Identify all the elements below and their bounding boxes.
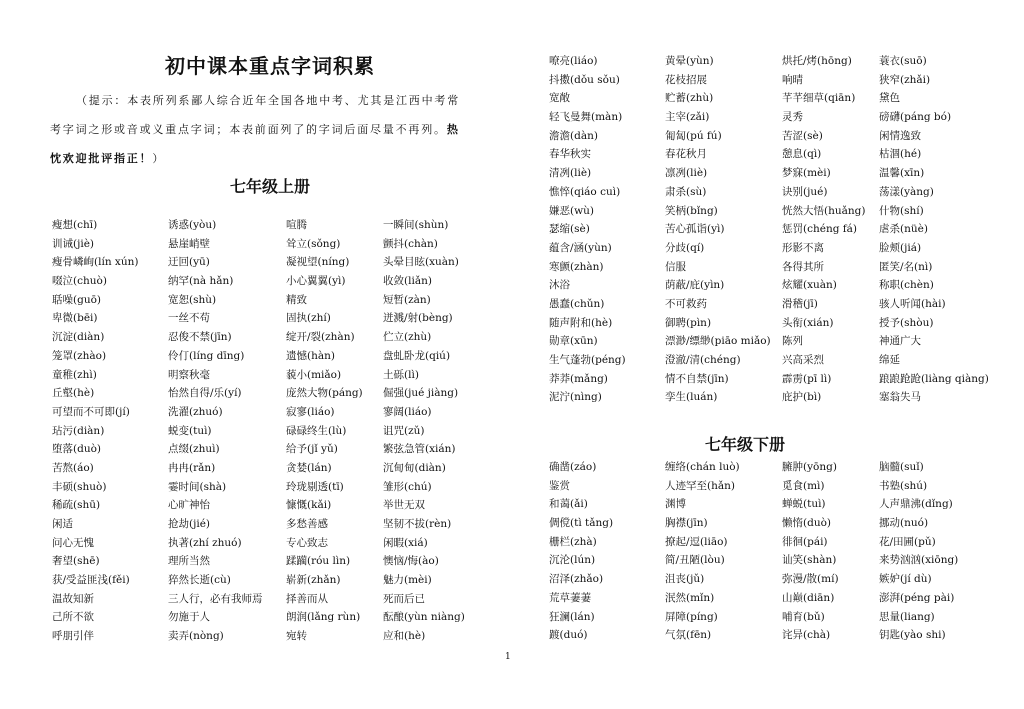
- word-entry: 枯涸(hé): [879, 148, 922, 161]
- word-entry: 嘹亮(liáo): [549, 55, 598, 67]
- word-entry: 温馨(xīn): [879, 167, 925, 180]
- word-entry: 伫立(zhù): [383, 331, 432, 344]
- word-entry: 丰硕(shuò): [52, 480, 107, 493]
- word-entry: 遗憾(hàn): [286, 349, 335, 362]
- word-entry: 诀别(jué): [782, 185, 828, 198]
- word-entry: 纳罕(nà hǎn): [168, 275, 234, 288]
- word-entry: 慷慨(kǎi): [286, 499, 332, 512]
- word-entry: 蜕变(tuì): [168, 424, 212, 437]
- word-entry: 喧腾: [286, 219, 307, 231]
- word-entry: 寒颤(zhàn): [549, 260, 604, 273]
- word-entry: 倔强(jué jiàng): [383, 387, 459, 400]
- word-entry: 荫蔽/庇(yìn): [665, 279, 725, 292]
- word-entry: 狭窄(zhǎi): [879, 73, 931, 86]
- word-entry: 三人行，必有我师焉: [168, 592, 263, 605]
- word-entry: 心旷神怡: [168, 499, 210, 512]
- word-entry: 卖弄(nòng): [168, 630, 224, 643]
- word-entry: 庞然大物(páng): [286, 387, 363, 400]
- word-entry: 应和(hè): [383, 630, 426, 643]
- word-entry: 苦心孤诣(yì): [665, 223, 725, 236]
- word-entry: 山巅(diān): [782, 591, 835, 604]
- word-entry: 丘壑(hè): [52, 387, 95, 400]
- word-entry: 洗濯(zhuó): [168, 405, 223, 418]
- word-entry: 明察秋毫: [168, 368, 210, 381]
- word-entry: 霹雳(pī lì): [782, 372, 832, 385]
- page-title: 初中课本重点字词积累: [165, 54, 375, 78]
- word-entry: 澹澹(dàn): [549, 129, 598, 142]
- word-entry: 训诫(jiè): [52, 237, 95, 250]
- word-entry: 玲珑剔透(tī): [286, 480, 344, 493]
- word-entry: 迂回(yū): [168, 256, 210, 269]
- word-entry: 盘虬卧龙(qiú): [383, 349, 451, 362]
- word-entry: 讪笑(shàn): [782, 554, 837, 567]
- word-entry: 嫌恶(wù): [549, 204, 594, 217]
- word-entry: 愚蠢(chǔn): [549, 297, 605, 310]
- word-entry: 苦涩(sè): [782, 129, 823, 142]
- word-entry: 短暂(zàn): [383, 293, 431, 306]
- word-entry: 随声附和(hè): [549, 316, 613, 329]
- word-entry: 泯然(mǐn): [665, 591, 715, 604]
- word-entry: 小心翼翼(yì): [286, 275, 346, 288]
- intro-line-3-bold: 忱欢迎批评指正！: [50, 152, 153, 165]
- word-entry: 芊芊细草(qiān): [782, 92, 856, 105]
- word-entry: 孪生(luán): [665, 391, 718, 404]
- word-entry: 轻飞曼舞(màn): [549, 111, 623, 124]
- word-entry: 形影不离: [782, 241, 824, 254]
- word-entry: 藐小(miǎo): [286, 368, 342, 381]
- word-entry: 凛冽(liè): [665, 167, 708, 180]
- word-entry: 瘦骨嶙峋(lín xún): [52, 256, 139, 269]
- word-entry: 蕴含/涵(yùn): [549, 241, 612, 254]
- word-entry: 寥阔(liáo): [383, 405, 432, 418]
- word-entry: 沮丧(jǔ): [665, 573, 705, 586]
- word-entry: 不可救药: [665, 297, 707, 310]
- word-entry: 人迹罕至(hǎn): [665, 479, 735, 492]
- word-entry: 塞翁失马: [879, 391, 921, 404]
- word-entry: 陈列: [782, 335, 803, 348]
- word-entry: 固执(zhí): [286, 312, 331, 325]
- word-entry: 泥泞(nìng): [549, 391, 602, 404]
- word-entry: 臃肿(yōng): [782, 461, 837, 473]
- word-entry: 脑髓(suǐ): [879, 461, 924, 473]
- word-entry: 童稚(zhì): [52, 368, 97, 381]
- word-entry: 骇人听闻(hài): [879, 297, 946, 310]
- word-entry: 死而后已: [383, 592, 425, 605]
- word-entry: 闲情逸致: [879, 129, 921, 142]
- intro-line-2-text: 考字词之形或音或义重点字词；本表前面列了的字词后面尽量不再列。: [50, 123, 447, 136]
- word-entry: 倜傥(tì tǎng): [549, 517, 614, 530]
- word-entry: 荒草萋萋: [549, 591, 591, 604]
- word-entry: 肃杀(sù): [665, 185, 707, 198]
- page-number: 1: [505, 652, 511, 662]
- word-entry: 寂寥(liáo): [286, 405, 335, 418]
- word-entry: 确凿(záo): [549, 461, 597, 473]
- word-entry: 猝然长逝(cù): [168, 574, 231, 587]
- intro-line-2: [50, 115, 480, 144]
- word-entry: 一丝不苟: [168, 312, 210, 325]
- word-entry: 可望而不可即(jí): [52, 405, 130, 418]
- word-entry: 庇护(bì): [782, 391, 822, 404]
- word-entry: 执著(zhí zhuó): [168, 536, 242, 549]
- word-entry: 诅咒(zǔ): [383, 424, 425, 437]
- word-entry: 徘徊(pái): [782, 535, 828, 548]
- intro-line-2-bold: 热: [446, 123, 460, 136]
- word-entry: 勿施于人: [168, 611, 210, 624]
- word-entry: 各得其所: [782, 260, 824, 273]
- word-entry: 坚韧不拔(rèn): [383, 518, 452, 530]
- word-entry: 抢劫(jié): [168, 518, 211, 530]
- word-entry: 春华秋实: [549, 148, 591, 161]
- word-entry: 忍俊不禁(jīn): [168, 331, 232, 344]
- word-entry: 己所不欲: [52, 611, 94, 624]
- word-entry: 多愁善感: [286, 518, 328, 530]
- intro-note: [50, 86, 480, 173]
- word-entry: 头衔(xián): [782, 316, 834, 329]
- word-entry: 人声鼎沸(dǐng): [879, 498, 953, 511]
- word-grid-grade7-up: [52, 216, 493, 646]
- word-entry: 沉沦(lún): [549, 554, 596, 567]
- word-entry: 灵秀: [782, 111, 803, 124]
- word-entry: 怡然自得/乐(yí): [168, 387, 242, 400]
- word-entry: 撩起/逗(liāo): [665, 535, 728, 548]
- word-entry: 春花秋月: [665, 148, 707, 161]
- word-entry: 澄澈/清(chéng): [665, 354, 741, 366]
- word-entry: 嫉妒(jí dù): [879, 573, 932, 586]
- word-entry: 渊博: [665, 498, 686, 511]
- word-entry: 啜泣(chuò): [52, 275, 107, 288]
- word-entry: 踉踉跄跄(liàng qiàng): [879, 372, 989, 385]
- word-entry: 沐浴: [549, 279, 570, 292]
- word-entry: 霎时间(shà): [168, 480, 227, 493]
- word-entry: 觅食(mì): [782, 479, 825, 492]
- word-entry: 点缀(zhuì): [168, 443, 220, 456]
- word-entry: 笼罩(zhào): [52, 349, 107, 362]
- word-entry: 兴高采烈: [782, 354, 824, 366]
- word-entry: 主宰(zǎi): [665, 111, 710, 124]
- word-entry: 神通广大: [879, 335, 921, 348]
- word-entry: 生气蓬勃(péng): [549, 354, 626, 366]
- word-entry: 恍然大悟(huǎng): [782, 204, 866, 217]
- word-entry: 聒噪(guō): [52, 293, 101, 306]
- word-entry: 情不自禁(jīn): [665, 372, 729, 385]
- word-entry: 响晴: [782, 73, 803, 86]
- word-grid-grade7-down: [549, 458, 989, 645]
- word-entry: 莽莽(mǎng): [549, 372, 608, 385]
- word-entry: 勋章(xūn): [549, 335, 598, 348]
- word-entry: 颤抖(chàn): [383, 237, 438, 250]
- word-entry: 奢望(shē): [52, 555, 100, 568]
- word-entry: 黄晕(yùn): [665, 55, 714, 67]
- word-entry: 宛转: [286, 630, 307, 643]
- word-entry: 崭新(zhǎn): [286, 574, 341, 587]
- word-entry: 匍匐(pú fú): [665, 129, 722, 142]
- word-entry: 耸立(sǒng): [286, 237, 341, 250]
- word-entry: 堕落(duò): [52, 443, 101, 456]
- word-entry: 虐杀(nüè): [879, 223, 928, 236]
- word-entry: 憩息(qì): [782, 148, 822, 161]
- word-entry: 收敛(liǎn): [383, 275, 432, 288]
- word-entry: 授予(shòu): [879, 316, 934, 329]
- word-entry: 漂渺/缥缈(piāo miǎo): [665, 335, 771, 348]
- intro-line-3-end: ）: [152, 152, 166, 165]
- word-entry: 魅力(mèi): [383, 574, 432, 587]
- word-entry: 称职(chèn): [879, 279, 934, 292]
- word-entry: 和蔼(ǎi): [549, 498, 588, 511]
- word-entry: 懒惰(duò): [782, 517, 831, 530]
- word-entry: 荡漾(yàng): [879, 185, 934, 198]
- word-entry: 举世无双: [383, 499, 425, 512]
- word-entry: 给予(jǐ yǔ): [286, 443, 338, 456]
- word-entry: 分歧(qí): [665, 241, 705, 254]
- word-entry: 信服: [665, 260, 686, 273]
- word-entry: 憔悴(qiáo cuì): [549, 185, 621, 198]
- intro-line-1: （提示：本表所列系鄙人综合近年全国各地中考、尤其是江西中考常: [76, 94, 460, 107]
- word-entry: 烘托/烤(hōng): [782, 55, 852, 67]
- word-entry: 冉冉(rǎn): [168, 461, 216, 474]
- word-entry: 闲暇(xiá): [383, 536, 428, 549]
- word-entry: 伶仃(líng dīng): [168, 349, 245, 362]
- word-entry: 精致: [286, 293, 307, 306]
- word-grid-grade7-up-continued: [549, 52, 989, 407]
- word-entry: 书塾(shú): [879, 479, 928, 492]
- word-entry: 瘦想(chī): [52, 219, 98, 231]
- word-entry: 笑柄(bǐng): [665, 204, 718, 217]
- word-entry: 狂澜(lán): [549, 610, 595, 623]
- word-entry: 滑稽(jī): [782, 297, 818, 310]
- word-entry: 蓑衣(suō): [879, 55, 927, 67]
- word-entry: 沉甸甸(diàn): [383, 461, 446, 474]
- word-entry: 呼朋引伴: [52, 630, 94, 643]
- word-entry: 绽开/裂(zhàn): [286, 331, 355, 344]
- word-entry: 抖擞(dǒu sǒu): [549, 73, 620, 86]
- word-entry: 清冽(liè): [549, 167, 592, 180]
- word-entry: 绵延: [879, 354, 900, 366]
- word-entry: 脸颊(jiá): [879, 241, 922, 254]
- word-entry: 贪婪(lán): [286, 461, 332, 474]
- word-entry: 宽恕(shù): [168, 293, 217, 306]
- word-entry: 土砾(lì): [383, 368, 419, 381]
- section-title-grade7-up: 七年级上册: [229, 177, 310, 196]
- word-entry: 卑微(bēi): [52, 312, 98, 325]
- word-entry: 悬崖峭壁: [168, 237, 210, 250]
- word-entry: 碌碌终生(lù): [286, 424, 347, 437]
- word-entry: 获/受益匪浅(fěi): [52, 574, 130, 587]
- word-entry: 简/丑陋(lòu): [665, 554, 725, 567]
- word-entry: 问心无愧: [52, 536, 94, 549]
- word-entry: 择善而从: [286, 592, 328, 605]
- word-entry: 温故知新: [52, 592, 94, 605]
- word-entry: 懊恼/悔(ào): [383, 555, 439, 568]
- word-entry: 气氛(fēn): [665, 629, 712, 642]
- word-entry: 蹂躏(róu lìn): [286, 555, 351, 568]
- word-entry: 黛色: [879, 92, 900, 105]
- word-entry: 沉淀(diàn): [52, 331, 105, 344]
- word-entry: 来势汹汹(xiōng): [879, 554, 959, 567]
- word-entry: 炫耀(xuàn): [782, 279, 837, 292]
- word-entry: 瑟缩(sè): [549, 223, 590, 236]
- word-entry: 理所当然: [168, 555, 210, 568]
- word-entry: 凝视望(níng): [286, 256, 350, 269]
- word-entry: 钥匙(yào shi): [879, 629, 946, 642]
- word-entry: 胸襟(jīn): [665, 517, 708, 530]
- word-entry: 思量(liang): [879, 610, 935, 623]
- word-entry: 蝉蜕(tuì): [782, 498, 826, 511]
- word-entry: 沼泽(zhǎo): [549, 573, 604, 586]
- word-entry: 雏形(chú): [383, 480, 432, 493]
- word-entry: 屏障(píng): [665, 610, 718, 623]
- word-entry: 朗润(lǎng rùn): [286, 611, 361, 624]
- word-entry: 诧异(chà): [782, 629, 831, 642]
- word-entry: 弥漫/散(mí): [782, 573, 839, 586]
- word-entry: 繁弦急管(xián): [383, 443, 456, 456]
- section-title-grade7-down: 七年级下册: [704, 435, 785, 454]
- word-entry: 稀疏(shū): [52, 499, 101, 512]
- word-entry: 缠络(chán luò): [665, 461, 740, 473]
- word-entry: 一瞬间(shùn): [383, 219, 449, 231]
- word-entry: 磅礴(páng bó): [879, 111, 952, 124]
- word-entry: 头晕目眩(xuàn): [383, 256, 459, 269]
- word-entry: 专心致志: [286, 536, 328, 549]
- word-entry: 迸溅/射(bèng): [383, 312, 453, 325]
- word-entry: 贮蓄(zhù): [665, 92, 714, 105]
- word-entry: 什物(shí): [879, 204, 924, 217]
- word-entry: 挪动(nuó): [879, 517, 929, 530]
- word-entry: 酝酿(yùn niàng): [383, 611, 465, 624]
- word-entry: 澎湃(péng pài): [879, 591, 955, 604]
- word-entry: 玷污(diàn): [52, 424, 105, 437]
- word-entry: 踱(duó): [549, 629, 588, 642]
- word-entry: 苦熬(áo): [52, 461, 94, 474]
- word-entry: 诱惑(yòu): [168, 219, 217, 231]
- word-entry: 闲适: [52, 518, 73, 530]
- word-entry: 匿笑/名(nì): [879, 260, 933, 273]
- word-entry: 梦寐(mèi): [782, 167, 831, 180]
- intro-line-3: [50, 144, 480, 173]
- word-entry: 宽敞: [549, 92, 570, 105]
- word-entry: 鉴赏: [549, 479, 570, 492]
- word-entry: 惩罚(chéng fá): [782, 223, 858, 236]
- word-entry: 御聘(pìn): [665, 316, 712, 329]
- word-entry: 花/田圃(pǔ): [879, 535, 936, 548]
- word-entry: 栅栏(zhà): [549, 535, 597, 548]
- word-entry: 花枝招展: [665, 73, 707, 86]
- word-entry: 哺育(bǔ): [782, 610, 825, 623]
